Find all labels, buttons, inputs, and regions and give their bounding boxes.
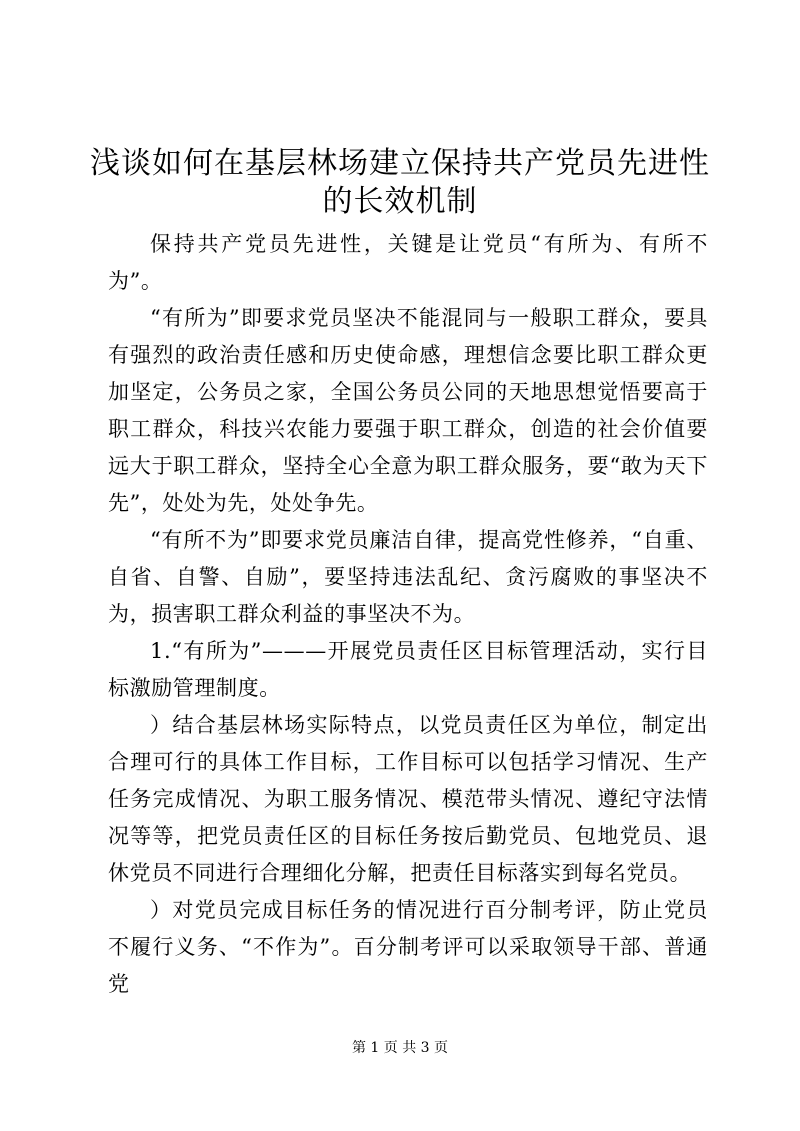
body-paragraph: ）对党员完成目标任务的情况进行百分制考评，防止党员不履行义务、“不作为”。百分制考评可以采取领导干部、普通党 <box>108 898 708 996</box>
document-title-line-1: 浅谈如何在基层林场建立保持共产党员先进性 <box>90 146 710 181</box>
page-number-footer: 第 1 页 共 3 页 <box>351 1040 449 1056</box>
body-paragraph: “有所不为”即要求党员廉洁自律，提高党性修养，“自重、自省、自警、自励”，要坚持违法乱纪、贪污腐败的事坚决不为，损害职工群众利益的事坚决不为。 <box>108 528 708 626</box>
body-paragraph: 1.“有所为”———开展党员责任区目标管理活动，实行目标激励管理制度。 <box>108 639 708 700</box>
body-paragraph: “有所为”即要求党员坚决不能混同与一般职工群众，要具有强烈的政治责任感和历史使命感，理想信念要比职工群众更加坚定，公务员之家，全国公务员公同的天地思想觉悟要高于职工群众，科技兴农能力要强于职工群众，创造的社会价值要远大于职工群众，坚持全心全意为职工群众服务，要“敢为天下先”，处处为先，处处争先。 <box>108 306 708 515</box>
document-title-line-2: 的长效机制 <box>322 184 478 219</box>
document-body <box>108 226 708 1003</box>
body-paragraph: ）结合基层林场实际特点，以党员责任区为单位，制定出合理可行的具体工作目标，工作目标可以包括学习情况、生产任务完成情况、为职工服务情况、模范带头情况、遵纪守法情况等等，把党员责任区的目标任务按后勤党员、包地党员、退休党员不同进行合理细化分解，把责任目标落实到每名党员。 <box>108 713 708 885</box>
body-paragraph: 保持共产党员先进性，关键是让党员“有所为、有所不为”。 <box>108 232 708 293</box>
